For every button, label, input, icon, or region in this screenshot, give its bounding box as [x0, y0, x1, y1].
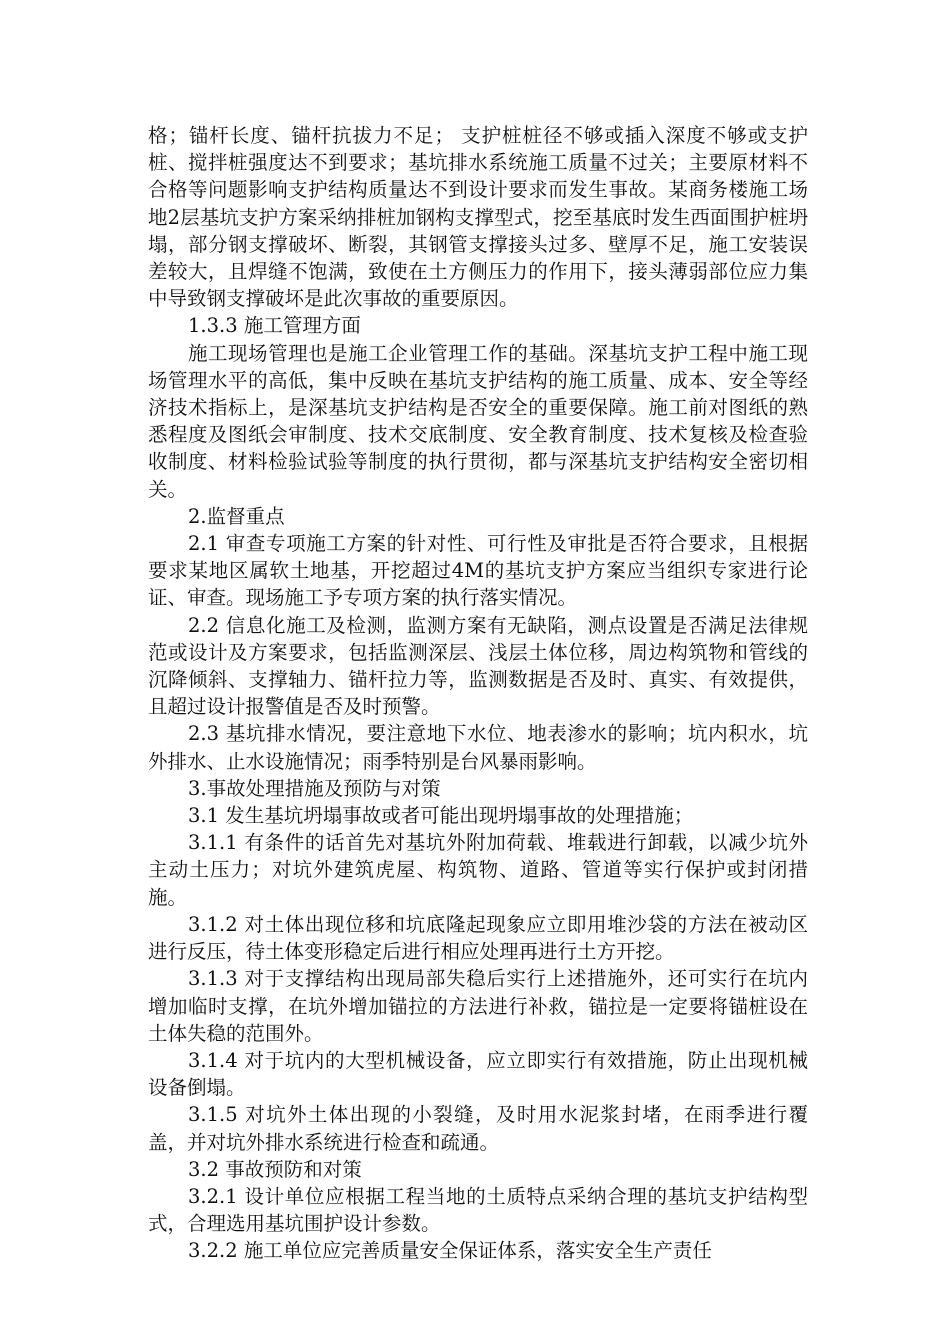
document-body [148, 122, 808, 1265]
paragraph-failure-causes: 格；锚杆长度、锚杆抗拔力不足； 支护桩桩径不够或插入深度不够或支护桩、搅拌桩强度达不到要求；基坑排水系统施工质量不过关；主要原材料不合格等问题影响支护结构质量达不到设计要求而发生事故。某商务楼施工场地2层基坑支护方案采纳排桩加钢构支撑型式，挖至基底时发生西面围护桩坍塌，部分钢支撑破坏、断裂，其钢管支撑接头过多、壁厚不足，施工安装误差较大，且焊缝不饱满，致使在土方侧压力的作用下，接头薄弱部位应力集中导致钢支撑破坏是此次事故的重要原因。 [148, 124, 808, 311]
heading-1-3-3: 1.3.3 施工管理方面 [188, 314, 361, 338]
paragraph-3-1-1: 3.1.1 有条件的话首先对基坑外附加荷载、堆载进行卸载，以减少坑外主动土压力；对坑外建筑虎屋、构筑物、道路、管道等实行保护或封闭措施。 [148, 831, 808, 909]
paragraph-3-1-5: 3.1.5 对坑外土体出现的小裂缝，及时用水泥浆封堵，在雨季进行覆盖，并对坑外排水系统进行检查和疏通。 [148, 1103, 808, 1154]
heading-3: 3.事故处理措施及预防与对策 [188, 776, 441, 800]
paragraph-2-2: 2.2 信息化施工及检测，监测方案有无缺陷，测点设置是否满足法律规范或设计及方案要求，包括监测深层、浅层土体位移，周边构筑物和管线的沉降倾斜、支撑轴力、锚杆拉力等，监测数据是否及时、真实、有效提供，且超过设计报警值是否及时预警。 [148, 613, 808, 719]
paragraph-3-1: 3.1 发生基坑坍塌事故或者可能出现坍塌事故的处理措施； [188, 804, 694, 828]
paragraph-2-3: 2.3 基坑排水情况，要注意地下水位、地表渗水的影响；坑内积水，坑外排水、止水设施情况；雨季特别是台风暴雨影响。 [148, 722, 808, 773]
paragraph-3-2-2: 3.2.2 施工单位应完善质量安全保证体系，落实安全生产责任 [188, 1239, 712, 1263]
heading-3-2: 3.2 事故预防和对策 [188, 1157, 362, 1181]
paragraph-site-management: 施工现场管理也是施工企业管理工作的基础。深基坑支护工程中施工现场管理水平的高低，集中反映在基坑支护结构的施工质量、成本、安全等经济技术指标上，是深基坑支护结构是否安全的重要保障。施工前对图纸的熟悉程度及图纸会审制度、技术交底制度、安全教育制度、技术复核及检查验收制度、材料检验试验等制度的执行贯彻，都与深基坑支护结构安全密切相关。 [148, 341, 808, 501]
paragraph-3-1-4: 3.1.4 对于坑内的大型机械设备，应立即实行有效措施，防止出现机械设备倒塌。 [148, 1048, 808, 1100]
paragraph-3-1-3: 3.1.3 对于支撑结构出现局部失稳后实行上述措施外，还可实行在坑内增加临时支撑，在坑外增加锚拉的方法进行补救，锚拉是一定要将锚桩设在土体失稳的范围外。 [148, 967, 808, 1045]
paragraph-3-2-1: 3.2.1 设计单位应根据工程当地的土质特点采纳合理的基坑支护结构型式，合理选用基坑围护设计参数。 [148, 1184, 808, 1236]
paragraph-2-1: 2.1 审查专项施工方案的针对性、可行性及审批是否符合要求，且根据要求某地区属软土地基，开挖超过4M的基坑支护方案应当组织专家进行论证、审查。现场施工予专项方案的执行落实情况。 [148, 532, 808, 610]
paragraph-3-1-2: 3.1.2 对土体出现位移和坑底隆起现象应立即用堆沙袋的方法在被动区进行反压，待土体变形稳定后进行相应处理再进行土方开挖。 [148, 912, 808, 964]
heading-2: 2.监督重点 [188, 504, 285, 528]
